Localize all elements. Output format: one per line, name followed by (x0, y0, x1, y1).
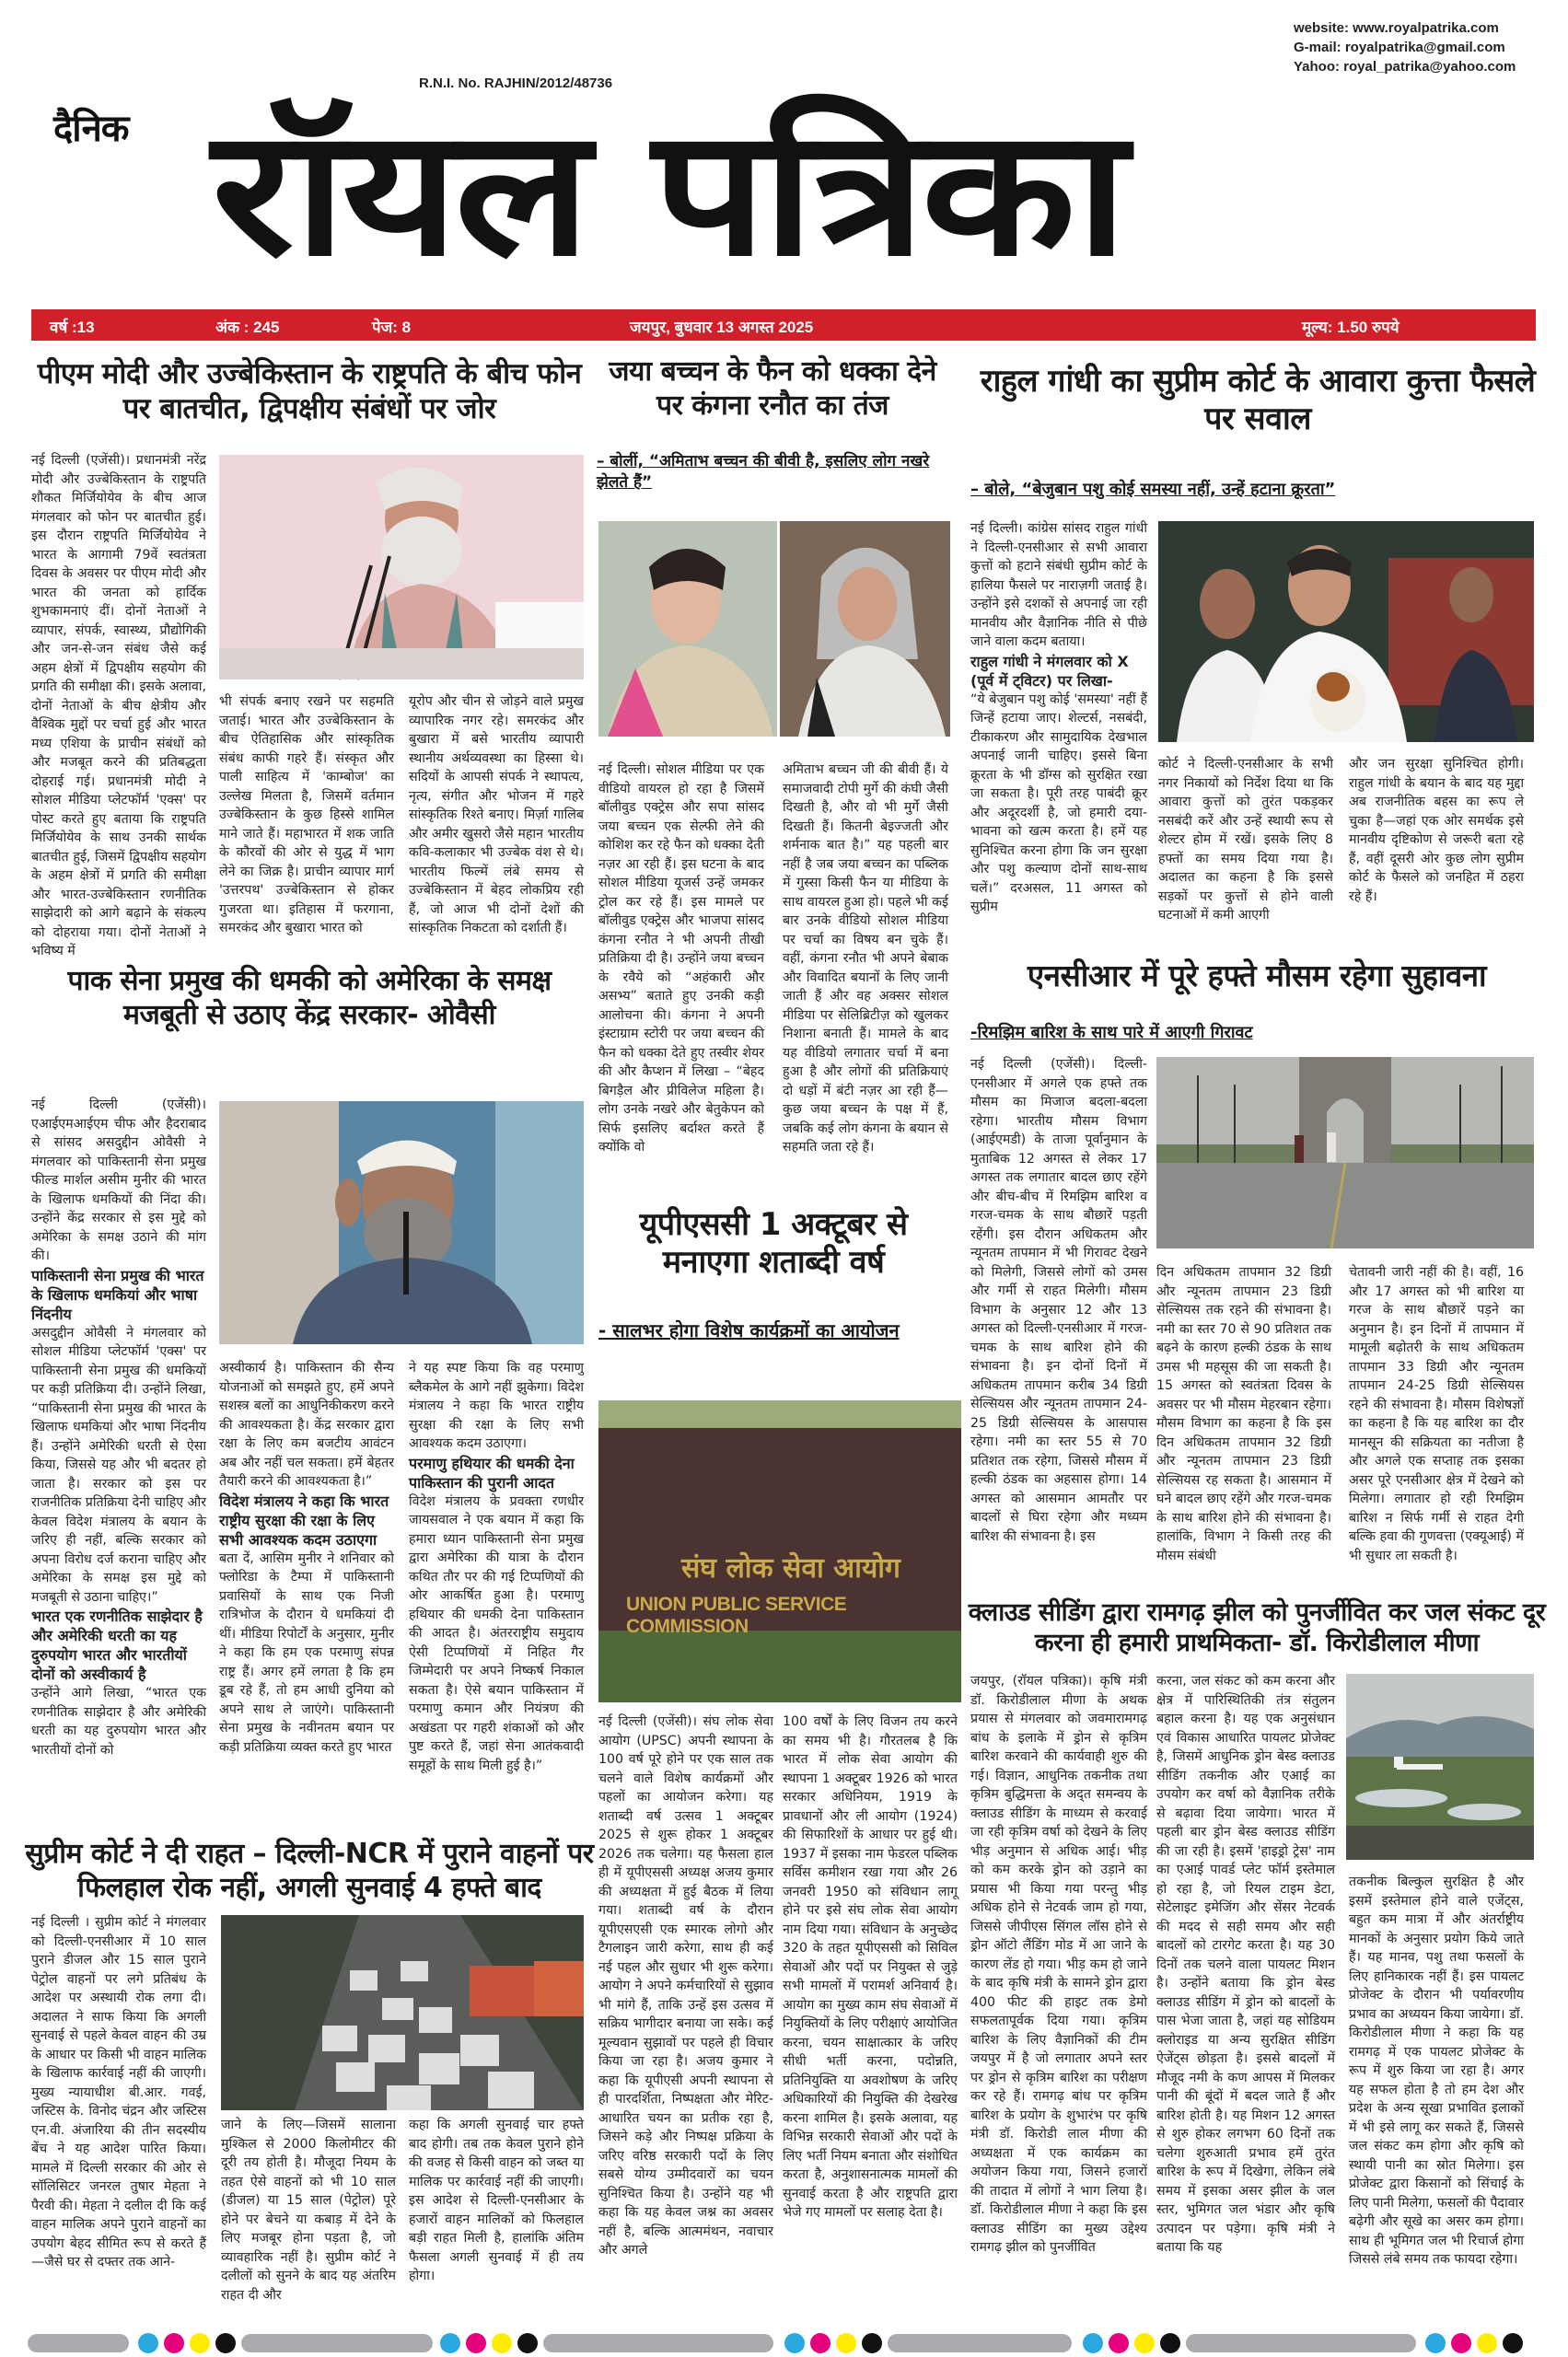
article-owaisi-para1: नई दिल्ली (एजेंसी)। एआईएमआईएम चीफ और हैदराबाद से सांसद असदुद्दीन ओवैसी ने मंगलवार को पाकिस्तानी सेना प्रमुख फील्ड मार्शल असीम मुनीर की भारत के खिलाफ धमकियों की निंदा की। उन्होंने केंद्र सरकार से इस मुद्दे को अमेरिका के समक्ष उठाने की मांग की। (31, 1097, 206, 1263)
registration-bar-gray (543, 2334, 773, 2352)
registration-dot-magenta (1451, 2333, 1471, 2353)
photo-jaya (780, 521, 950, 737)
photo-kangana-illustration (598, 521, 777, 737)
registration-bar-gray (888, 2334, 1072, 2352)
article-vehicles-col3: कहा कि अगली सुनवाई चार हफ्ते बाद होगी। तब तक केवल पुराने होने की वजह से किसी वाहन को जब्त या मालिक पर कार्रवाई नहीं की जाएगी। इस आदेश से दिल्ली-एनसीआर के हजारों वाहन मालिकों को फिलहाल बड़ी राहत मिली है, हालांकि अंतिम फैसला अगली सुनवाई में ही तय होगा। (409, 2118, 584, 2283)
headline-vehicles[interactable]: सुप्रीम कोर्ट ने दी राहत – दिल्ली-NCR में पुराने वाहनों पर फिलहाल रोक नहीं, अगली सुनवाई 4 हफ्ते बाद (25, 1838, 594, 1904)
article-owaisi-col2 (219, 1359, 394, 1829)
photo-modi (219, 455, 584, 679)
article-weather-col1: नई दिल्ली (एजेंसी)। दिल्ली-एनसीआर में अगले एक हफ्ते तक मौसम का मिजाज बदला-बदला रहेगा। भारतीय मौसम विभाग (आईएमडी) के ताजा पूर्वानुमान के मुताबिक 12 अगस्त से लेकर 17 अगस्त तक लगातार बादल छाए रहेंगे और बीच-बीच में रिमझिम बारिश व गरज-चमक के साथ बौछारें पड़ती रहेंगी। इस दौरान अधिकतम और न्यूनतम तापमान में भी गिरावट देखने को मिलेगी, जिससे लोगों को उमस और गर्मी से राहत मिलेगी। मौसम विभाग के अनुसार 12 और 13 अगस्त को दिल्ली-एनसीआर में गरज-चमक के साथ बारिश होने की संभावना है। इन दोनों दिनों में अधिकतम तापमान करीब 34 डिग्री सेल्सियस और न्यूनतम तापमान 24-25 डिग्री सेल्सियस के आसपास रहेगा। नमी का स्तर 55 से 70 प्रतिशत तक रहेगा, जिससे मौसम में हल्की ठंडक का अहसास होगा। 14 अगस्त को आसमान आमतौर पर बादलों से घिरा रहेगा और मध्यम बारिश की संभावना है। इस (970, 1057, 1147, 1544)
article-owaisi-para3: उन्होंने आगे लिखा, “भारत एक रणनीतिक साझेदार है और अमेरिकी धरती का यह दुरुपयोग भारत और भारतीयों दोनों को (31, 1686, 206, 1758)
article-owaisi-para5: बता दें, आसिम मुनीर ने शनिवार को फ्लोरिडा के टैम्पा में पाकिस्तानी प्रवासियों के साथ एक निजी रात्रिभोज के दौरान ये धमकियां दी थीं। मीडिया रिपोर्टों के अनुसार, मुनीर ने कहा कि हम एक परमाणु संपन्न राष्ट्र हैं। अगर हमें लगता है कि हम डूब रहे हैं, तो हम आधी दुनिया को अपने साथ ले जाएंगे। पाकिस्तानी सेना प्रमुख के नवीनतम बयान पर कड़ी प्रतिक्रिया व्यक्त करते हुए भारत (219, 1550, 394, 1755)
article-cloud-col2: करना, जल संकट को कम करना और क्षेत्र में पारिस्थितिकी तंत्र संतुलन बहाल करना है। यह एक अनुसंधान एवं विकास आधारित पायलट प्रोजेक्ट है, जिसमें आधुनिक ड्रोन बेस्ड क्लाउड सीडिंग तकनीक और एआई का उपयोग कर वर्षा को वैज्ञानिक तरीके से बढ़ावा दिया जायेगा। भारत में पहली बार ड्रोन बेस्ड क्लाउड सीडिंग की जा रही है। इसमें 'हाइड्रो ट्रेस' नाम का एआई पावर्ड प्लेट फॉर्म इस्तेमाल हो रहा है, जो रियल टाइम डेटा, सेटेलाइट इमेजिंग और सेंसर नेटवर्क की मदद से सही समय और सही बादलों को टारगेट करता है। यह 30 दिनों तक चलने वाला पायलट मिशन है। उन्होंने बताया कि ड्रोन बेस्ड क्लाउड सीडिंग में ड्रोन को बादलों के पास भेजा जाता है, जहां यह सोडियम क्लोराइड या अन्य सुरक्षित सीडिंग ऐजेंट्स छोड़ता है। इससे बादलों में मौजूद नमी के कण आपस में मिलकर पानी की बूंदों में बदल जाते हैं और बारिश होती है। यह मिशन 12 अगस्त से शुरु होकर लगभग 60 दिनों तक चलेगा शुरुआती प्रभाव हमें तुरंत बारिश के रूप में दिखेगा, लेकिन लंबे समय में इसका असर झील के जल स्तर, भुमिगत जल भंडार और कृषि उत्पादन पर पड़ेगा। कृषि मंत्री ने बताया कि यह (1156, 1674, 1335, 2255)
registration-bar-gray (28, 2334, 129, 2352)
upsc-sign-english: UNION PUBLIC SERVICE COMMISSION (626, 1594, 847, 1637)
article-owaisi-subhead1: पाकिस्तानी सेना प्रमुख की भारत के खिलाफ धमकियां और भाषा निंदनीय (31, 1266, 204, 1323)
photo-kangana (598, 521, 777, 737)
photo-rahul-illustration (1158, 521, 1534, 742)
article-modi-col1: नई दिल्ली (एजेंसी)। प्रधानमंत्री नरेंद्र मोदी और उज्बेकिस्तान के राष्ट्रपति शौकत मिर्जियोयेव के बीच आज मंगलवार को फोन पर बातचीत हुई। इस दौरान राष्ट्रपति मिर्जियोयेव ने भारत के आगामी 79वें स्वतंत्रता दिवस के अवसर पर पीएम मोदी और भारत की जनता को हार्दिक शुभकामनाएं दीं। दोनों नेताओं ने व्यापार, संपर्क, स्वास्थ्य, प्रौद्योगिकी और जन-से-जन संबंध जैसे कई अहम क्षेत्रों में द्विपक्षीय सहयोग की प्रगति की समीक्षा की। इसके अलावा, दोनों नेताओं के बीच क्षेत्रीय और वैश्विक मुद्दों पर चर्चा हुई और भारत मध्य एशिया के प्राचीन संबंधों को और मजबूत करने की प्रतिबद्धता दोहराई गई। प्रधानमंत्री मोदी ने सोशल मीडिया प्लेटफॉर्म 'एक्स' पर पोस्ट करते हुए बताया कि राष्ट्रपति मिर्जियोयेव के साथ उनकी सार्थक बातचीत हुई, जिसमें द्विपक्षीय सहयोग के अहम क्षेत्रों में प्रगति की समीक्षा और भारत-उज्बेकिस्तान रणनीतिक साझेदारी को आगे बढ़ाने के संकल्प को दोहराया गया। दोनों नेताओं ने भविष्य में (31, 453, 206, 958)
registration-dot-black (1503, 2333, 1523, 2353)
article-rahul-col1 (970, 519, 1147, 926)
registration-dot-cyan (138, 2333, 158, 2353)
subhead-weather: -रिमझिम बारिश के साथ पारे में आएगी गिरावट (970, 1023, 1253, 1042)
headline-weather[interactable]: एनसीआर में पूरे हफ्ते मौसम रहेगा सुहावना (1027, 958, 1487, 993)
article-vehicles-col2: जाने के लिए—जिसमें सालाना मुश्किल से 2000 किलोमीटर की दूरी तय होती है। मौजूदा नियम के तहत ऐसे वाहनों को भी 10 साल (डीजल) या 15 साल (पेट्रोल) पूरे होने पर बेचने या कबाड़ में देने के लिए मजबूर होना पड़ता है, जो व्यावहारिक नहीं है। सुप्रीम कोर्ट ने दलीलों को सुनने के बाद यह अंतरिम राहत दी और (221, 2118, 396, 2303)
article-jaya-col2: अमिताभ बच्चन जी की बीवी हैं। ये समाजवादी टोपी मुर्गे की कंघी जैसी दिखती है, और वो भी मुर्गे जैसी दिखती हैं। कितनी बेइज्जती और शर्मनाक बात है।” यह पहली बार नहीं है जब जया बच्चन का पब्लिक में गुस्सा किसी फैन या मीडिया के साथ वायरल हुआ हो। पहले भी कई बार उनके वीडियो सोशल मीडिया पर चर्चा का विषय बन चुके हैं। वहीं, कंगना रनौत भी अपने बेबाक और विवादित बयानों के लिए जानी जाती हैं और वह अक्सर सोशल मीडिया पर सेलिब्रिटीज़ को खुलकर निशाना बनाती हैं। मामले के बाद यह वीडियो लगातार चर्चा में बना हुआ है और लोगों की प्रतिक्रियाएं दो धड़ों में बंटी नज़र आ रही हैं—कुछ जया बच्चन के पक्ष में हैं, जबकि कई लोग कंगना के बयान से सहमति जता रहे हैं। (783, 762, 948, 1155)
article-jaya-col1: नई दिल्ली। सोशल मीडिया पर एक वीडियो वायरल हो रहा है जिसमें बॉलीवुड एक्ट्रेस और सपा सांसद जया बच्चन एक सेल्फी लेने की कोशिश कर रहे फैन को धक्का देती नज़र आ रही हैं। इस घटना के बाद सोशल मीडिया यूजर्स उन्हें जमकर ट्रोल कर रहे हैं। इस मामले पर बॉलीवुड एक्ट्रेस और भाजपा सांसद कंगना रनौत ने भी अपनी तीखी प्रतिक्रिया दी है। उन्होंने जया बच्चन के रवैये को “अहंकारी और असभ्य” बताते हुए उनकी कड़ी आलोचना की। कंगना ने अपनी इंस्टाग्राम स्टोरी पर जया बच्चन की फैन को धक्का देते हुए तस्वीर शेयर की और कैप्शन में लिखा – “बेहद बिगड़ैल और प्रीविलेज महिला है। लोग उनके नखरे और बेतुकेपन को सिर्फ इसलिए बर्दाश्त करते हैं क्योंकि वो (598, 762, 764, 1155)
issue-number: अंक : 245 (215, 319, 280, 336)
registration-bar-gray (1186, 2334, 1416, 2352)
article-upsc-col1: नई दिल्ली (एजेंसी)। संघ लोक सेवा आयोग (UPSC) अपनी स्थापना के 100 वर्ष पूरे होने पर एक साल तक चलने वाले विशेष कार्यक्रमों और पहलों का आयोजन करेगा। यह शताब्दी वर्ष उत्सव 1 अक्टूबर 2025 से शुरू होकर 1 अक्टूबर 2026 तक चलेगा। यह फैसला हाल ही में यूपीएससी अध्यक्ष अजय कुमार की अध्यक्षता में हुई बैठक में लिया गया। शताब्दी वर्ष के दौरान यूपीएसएसी एक स्मारक लोगो और टैगलाइन जारी करेगा, साथ ही कई नई पहल और सुधार भी शुरू करेगा। आयोग ने अपने कर्मचारियों से सुझाव भी मांगे हैं, ताकि उन्हें इस उत्सव में सक्रिय भागीदार बनाया जा सके। कई मूल्यवान सुझावों पर पहले ही विचार किया जा रहा है। अजय कुमार ने कहा कि यूपीएसी अपनी स्थापना से ही पारदर्शिता, निष्पक्षता और मेरिट-आधारित चयन का प्रतीक रहा है, जिसने कड़े और निष्पक्ष प्रक्रिया के जरिए वरिष्ठ सरकारी पदों के लिए सबसे योग्य उम्मीदवारों का चयन सुनिश्चित किया है। उन्होंने यह भी कहा कि यह केवल जश्न का अवसर नहीं है, बल्कि आत्ममंथन, नवाचार और अगले (598, 1714, 773, 2258)
registration-dot-magenta (164, 2333, 184, 2353)
article-upsc-col2: 100 वर्षों के लिए विजन तय करने का समय भी है। गौरतलब है कि भारत में लोक सेवा आयोग की स्थापना 1 अक्टूबर 1926 को भारत सरकार अधिनियम, 1919 के प्रावधानों और ली आयोग (1924) की सिफारिशों के आधार पर हुई थी। 1937 में इसका नाम फेडरल पब्लिक सर्विस कमीशन रखा गया और 26 जनवरी 1950 को संविधान लागू होने पर इसे संघ लोक सेवा आयोग नाम दिया गया। संविधान के अनुच्छेद 320 के तहत यूपीएससी को सिविल सेवाओं और पदों पर नियुक्त से जुड़े सभी मामलों में परामर्श अनिवार्य है। आयोग का मुख्य काम संघ सेवाओं में नियुक्तियों के लिए परीक्षाएं आयोजित करना, चयन साक्षात्कार के जरिए सीधी भर्ती करना, पदोन्नति, प्रतिनियुक्ति या अवशोषण के जरिए अधिकारियों की नियुक्ति की देखरेख करना शामिल है। इसके अलावा, यह विभिन्न सरकारी सेवाओं और पदों के लिए भर्ती नियम बनाता और संशोधित करता है, अनुशासनात्मक मामलों की सुनवाई करता है और राष्ट्रपति द्वारा भेजे गए मामलों पर सलाह देता है। (783, 1714, 958, 2220)
headline-rahul[interactable]: राहुल गांधी का सुप्रीम कोर्ट के आवारा कुत्ता फैसले पर सवाल (980, 363, 1536, 438)
headline-cloud-seeding[interactable]: क्लाउड सीडिंग द्वारा रामगढ़ झील को पुनर्जीवित कर जल संकट दूर करना ही हमारी प्राथमिकता- डॉ. किरोडीलाल मीणा (968, 1598, 1546, 1657)
registration-dot-magenta (1109, 2333, 1129, 2353)
registration-dot-cyan (784, 2333, 805, 2353)
article-cloud-col3: तकनीक बिल्कुल सुरक्षित है और इसमें इस्तेमाल होने वाले एजेंट्स, बहुत कम मात्रा में और अंतर्राष्ट्रीय मानकों के अनुसार प्रयोग किये जाते हैं। यह मानव, पशु तथा फसलों के लिए हानिकारक नहीं हैं। इस पायलट प्रोजेक्ट के दौरान भी पर्यावरणीय प्रभाव का अध्ययन किया जायेगा। डॉ. किरोडीलाल मीणा ने कहा कि यह रामगढ़ में एक पायलट प्रोजेक्ट के रूप में शुरु किया जा रहा है। अगर यह सफल होता है तो हम देश और प्रदेश के अन्य सूखा प्रभावित इलाकों में भी इसे लागू कर सकते हैं, जिससे जल संकट कम होगा और कृषि को स्थायी पानी का स्रोत मिलेगा। इस प्रोजेक्ट द्वारा किसानों को सिंचाई के लिए पानी मिलेगा, फसलों की पैदावार बढ़ेगी और सूखे का असर कम होगा। साथ ही भूमिगत जल भी रिचार्ज होगा जिससे लंबे समय तक फायदा रहेगा। (1349, 1875, 1524, 2267)
volume-year: वर्ष :13 (50, 319, 95, 336)
photo-drone-illustration (1346, 1674, 1534, 1860)
contact-block (1294, 18, 1524, 76)
photo-owaisi (219, 1101, 584, 1344)
registration-dot-black (862, 2333, 882, 2353)
headline-owaisi[interactable]: पाक सेना प्रमुख की धमकी को अमेरिका के समक्ष मजबूती से उठाए केंद्र सरकार- ओवैसी (67, 965, 552, 1031)
photo-upsc (598, 1400, 961, 1702)
article-modi-col2: भी संपर्क बनाए रखने पर सहमति जताई। भारत और उज्बेकिस्तान के बीच ऐतिहासिक और सांस्कृतिक संबंध काफी गहरे हैं। संस्कृत और पाली साहित्य में 'काम्बोज' का उल्लेख मिलता है, जिसमें वर्तमान उज्बेकिस्तान के कुछ हिस्से शामिल माने जाते हैं। महाभारत में शक जाति के कौरवों की ओर से युद्ध में भाग लेने का जिक्र है। प्राचीन व्यापार मार्ग 'उत्तरपथ' उज्बेकिस्तान से होकर गुजरता था। इतिहास में फरगाना, समरकंद और बुखारा भारत को (219, 694, 394, 935)
article-modi-col3: यूरोप और चीन से जोड़ने वाले प्रमुख व्यापारिक नगर रहे। समरकंद और बुखारा में बसे भारतीय व्यापारी स्थानीय अर्थव्यवस्था का हिस्सा थे। सदियों के आपसी संपर्क ने स्थापत्य, नृत्य, संगीत और भोजन में गहरे सांस्कृतिक रिश्ते बनाए। मिर्ज़ा गालिब और अमीर खुसरो जैसे महान भारतीय कवि-कलाकार भी उज्बेक वंश से थे। भारतीय फिल्में लंबे समय से उज्बेकिस्तान में बेहद लोकप्रिय रही हैं, जो आज भी दोनों देशों की सांस्कृतिक निकटता को दर्शाती हैं। (409, 694, 584, 935)
subhead-upsc: - सालभर होगा विशेष कार्यक्रमों का आयोजन (598, 1319, 900, 1341)
registration-dot-cyan (1083, 2333, 1103, 2353)
subhead-rahul: – बोले, “बेजुबान पशु कोई समस्या नहीं, उन्हें हटाना क्रूरता” (970, 480, 1336, 499)
article-vehicles-col1: नई दिल्ली । सुप्रीम कोर्ट ने मंगलवार को दिल्ली-एनसीआर में 10 साल पुराने डीजल और 15 साल पुराने पेट्रोल वाहनों पर लगे प्रतिबंध के आदेश पर अस्थायी रोक लगा दी। अदालत ने साफ किया कि अगली सुनवाई से पहले केवल वाहन की उम्र के आधार पर किसी भी वाहन मालिक के खिलाफ कार्रवाई नहीं की जाएगी। मुख्य न्यायाधीश बी.आर. गवई, जस्टिस के. विनोद चंद्रन और जस्टिस एन.वी. अंजारिया की तीन सदस्यीय बेंच ने यह आदेश पारित किया। मामले में दिल्ली सरकार की ओर से सॉलिसिटर जनरल तुषार मेहता ने पैरवी की। मेहता ने दलील दी कि कई वाहन मालिक अपने पुराने वाहनों का उपयोग बेहद सीमित रूप से करते हैं—जैसे घर से दफ्तर तक आने- (31, 1915, 206, 2270)
registration-dot-yellow (836, 2333, 856, 2353)
gmail-link[interactable]: G-mail: royalpatrika@gmail.com (1294, 40, 1505, 55)
newspaper-logo: रॉयल पत्रिका (212, 91, 1124, 295)
article-rahul-col3: और जन सुरक्षा सुनिश्चित होगी। राहुल गांधी के बयान के बाद यह मुद्दा अब राजनीतिक बहस का रूप ले चुका है—जहां एक ओर समर्थक इसे मानवीय दृष्टिकोण से जरूरी बता रहे हैं, वहीं दूसरी ओर कुछ लोग सुप्रीम कोर्ट के फैसले को जनहित में ठहरा रहे हैं। (1349, 757, 1524, 904)
photo-rahul (1158, 521, 1534, 742)
article-cloud-col1: जयपुर, (रॉयल पत्रिका)। कृषि मंत्री डॉ. किरोडीलाल मीणा के अथक प्रयास से मंगलवार को जवमारामगढ़ बांध के इलाके में ड्रोन से कृत्रिम बारिश करवाने की कार्यवाही शुरु की गई। विज्ञान, आधुनिक तकनीक तथा कृत्रिम बुद्धिमत्ता के अद्‌त समन्वय के क्लाउड सीडिंग के माध्यम से करवाई जा रही कृत्रिम वर्षा को देखने के लिए भीड़ अनुमान से अधिक आई। भीड़ को कम करके ड्रोन को उड़ाने का प्रयास भी किया गया परन्तु भीड़ अधिक होने से नेटवर्क जाम हो गया, जिससे जीपीएस सिंगल लॉस होने से ड्रोन ऑटो लैंडिंग मोड में आ जाने के कारण लेंड हो गया। भीड़ कम हो जाने के बाद कृषि मंत्री के सामने ड्रोन द्वारा 400 फीट की हाइट तक डेमो सफलतापूर्वक दिया गया। कृत्रिम बारिश के लिए वैज्ञानिकों की टीम जयपुर में है जो लगातार अपने स्तर पर ड्रोन से कृत्रिम बारिश का परीक्षण कर रहे हैं। रामगढ़ बांध पर कृत्रिम बारिश के प्रयोग के शुभारंभ पर कृषि मंत्री डॉ. किरोडी लाल मीणा की अध्यक्षता में एक कार्यक्रम का अयोजन किया गया, जिसने हजारों की तादात में लोगों ने भाग लिया है। डॉ. किरोडीलाल मीणा ने कहा कि इस क्लाउड सीडिंग का मुख्य उद्देश्य रामगढ़ झील को पुनर्जीवित (970, 1674, 1147, 2255)
article-owaisi-col3 (409, 1359, 584, 1829)
article-owaisi-subhead4: परमाणु हथियार की धमकी देना पाकिस्तान की पुरानी आदत (409, 1454, 575, 1492)
issue-info-bar (31, 309, 1536, 341)
registration-dot-black (215, 2333, 236, 2353)
registration-dot-cyan (1425, 2333, 1446, 2353)
registration-dot-black (1160, 2333, 1180, 2353)
price: मूल्य: 1.50 रुपये (1302, 319, 1400, 336)
registration-dot-magenta (810, 2333, 830, 2353)
headline-modi[interactable]: पीएम मोदी और उज्बेकिस्तान के राष्ट्रपति के बीच फोन पर बातचीत, द्विपक्षीय संबंधों पर जोर (37, 357, 582, 425)
article-rahul-para1: नई दिल्ली। कांग्रेस सांसद राहुल गांधी ने दिल्ली-एनसीआर से सभी आवारा कुत्तों को हटाने संबंधी सुप्रीम कोर्ट के हालिया फैसले पर नाराज़गी जताई है। उन्होंने इसे दशकों से अपनाई जा रही मानवीय और वैज्ञानिक नीति से पीछे जाने वाला कदम बताया। (970, 521, 1147, 649)
subhead-jaya: – बोलीं, “अमिताभ बच्चन की बीवी है, इसलिए लोग नखरे झेलते हैं” (597, 452, 930, 492)
page-count: पेज: 8 (372, 319, 412, 336)
website-link[interactable]: website: www.royalpatrika.com (1294, 20, 1499, 36)
masthead-prefix: दैनिक (53, 108, 129, 150)
article-owaisi-subhead3: विदेश मंत्रालय ने कहा कि भारत राष्ट्रीय सुरक्षा की रक्षा के लिए सभी आवश्यक कदम उठाएगा (219, 1492, 389, 1549)
registration-dot-yellow (492, 2333, 512, 2353)
article-weather-col3: चेतावनी जारी नहीं की है। वहीं, 16 और 17 अगस्त को भी बारिश या गरज के साथ बौछारें पड़ने का अनुमान है। इन दिनों में तापमान में मामूली बढ़ोतरी के साथ अधिकतम तापमान 33 डिग्री और न्यूनतम तापमान 24-25 डिग्री सेल्सियस रहने की संभावना है। मौसम विशेषज्ञों का कहना है कि यह बारिश का दौर मानसून की सक्रियता का नतीजा है और अगले एक सप्ताह तक इसका असर पूरे एनसीआर क्षेत्र में देखने को मिलेगा। लगातार हो रही रिमझिम बारिश न सिर्फ गर्मी से राहत देगी बल्कि हवा की गुणवत्ता (एक्यूआई) में भी सुधार ला सकती है। (1349, 1265, 1524, 1563)
rni-number: R.N.I. No. RAJHIN/2012/48736 (419, 75, 613, 91)
dateline: जयपुर, बुधवार 13 अगस्त 2025 (630, 319, 814, 336)
headline-jaya[interactable]: जया बच्चन के फैन को धक्का देने पर कंगना रनौत का तंज (609, 355, 936, 422)
article-owaisi-col1 (31, 1096, 206, 1829)
article-owaisi-para7: विदेश मंत्रालय के प्रवक्ता रणधीर जायसवाल ने एक बयान में कहा कि हमारा ध्यान पाकिस्तानी सेना प्रमुख द्वारा अमेरिका की यात्रा के दौरान कथित तौर पर की गई टिप्पणियों की ओर आकर्षित हुआ है। परमाणु हथियार की धमकी देना पाकिस्तान की आदत है। अंतरराष्ट्रीय समुदाय ऐसी टिप्पणियों में निहित गैर जिम्मेदारी पर अपने निष्कर्ष निकाल सकता है। ऐसे बयान पाकिस्तान में परमाणु कमान और नियंत्रण की अखंडता पर गहरी शंकाओं को और पुष्ट करते हैं, जहां सेना आतंकवादी समूहों के साथ मिली हुई है।” (409, 1493, 584, 1773)
upsc-sign-hindi: संघ लोक सेवा आयोग (681, 1552, 900, 1585)
registration-bar-gray (241, 2334, 433, 2352)
article-rahul-col2: कोर्ट ने दिल्ली-एनसीआर के सभी नगर निकायों को निर्देश दिया था कि आवारा कुत्तों को तुरंत पकड़कर नसबंदी करें और उन्हें स्थायी रूप से शेल्टर होम में रखें। इसके लिए 8 हफ्तों का समय दिया गया है। अदालत का कहना है कि इससे सड़कों पर कुत्तों से होने वाली घटनाओं में कमी आएगी (1158, 757, 1333, 923)
article-owaisi-para4: अस्वीकार्य है। पाकिस्तान की सैन्य योजनाओं को समझते हुए, हमें अपने सशस्त्र बलों का आधुनिकीकरण करने की आवश्यकता है। केंद्र सरकार द्वारा रक्षा के लिए कम बजटीय आवंटन अब और नहीं चल सकता। हमें बेहतर तैयारी करने की आवश्यकता है।” (219, 1361, 394, 1489)
photo-owaisi-illustration (219, 1101, 584, 1344)
registration-dot-yellow (190, 2333, 210, 2353)
registration-dot-magenta (466, 2333, 486, 2353)
registration-dot-cyan (440, 2333, 460, 2353)
photo-traffic (221, 1915, 584, 2110)
article-owaisi-para2: असदुद्दीन ओवैसी ने मंगलवार को सोशल मीडिया प्लेटफॉर्म 'एक्स' पर पाकिस्तानी सेना प्रमुख की धमकियों पर कड़ी प्रतिक्रिया दी। उन्होंने लिखा, “पाकिस्तानी सेना प्रमुख की भारत के खिलाफ धमकियां और भाषा निंदनीय हैं। उन्होंने अमेरिकी धरती से ऐसा किया, जिससे यह और भी बदतर हो जाता है। सरकार को इस पर राजनीतिक प्रतिक्रिया देनी चाहिए और केवल विदेश मंत्रालय के बयान के जरिए ही नहीं, बल्कि सरकार को अपना विरोध दर्ज कराना चाहिए और अमेरिका के समक्ष इस मुद्दे को मजबूती से उठाना चाहिए।” (31, 1325, 206, 1605)
article-owaisi-subhead2: भारत एक रणनीतिक साझेदार है और अमेरिकी धरती का यह दुरुपयोग भारत और भारतीयों दोनों को अस्वीकार्य है (31, 1608, 203, 1683)
photo-india-gate-illustration (1156, 1057, 1534, 1248)
yahoo-link[interactable]: Yahoo: royal_patrika@yahoo.com (1294, 59, 1516, 75)
registration-dot-yellow (1477, 2333, 1497, 2353)
photo-modi-illustration (219, 455, 584, 679)
registration-dot-yellow (1134, 2333, 1155, 2353)
article-owaisi-para6: ने यह स्पष्ट किया कि वह परमाणु ब्लैकमेल के आगे नहीं झुकेगा। विदेश मंत्रालय ने कहा कि भारत राष्ट्रीय सुरक्षा की रक्षा के लिए सभी आवश्यक कदम उठाएगा। (409, 1361, 584, 1451)
photo-traffic-illustration (221, 1915, 584, 2110)
photo-india-gate (1156, 1057, 1534, 1248)
registration-dot-black (517, 2333, 538, 2353)
article-rahul-subhead-inline: राहुल गांधी ने मंगलवार को X (पूर्व में ट्विटर) पर लिखा- (970, 652, 1129, 690)
photo-jaya-illustration (780, 521, 950, 737)
article-rahul-para2: “ये बेजुबान पशु कोई 'समस्या' नहीं हैं जिन्हें हटाया जाए। शेल्टर्स, नसबंदी, टीकाकरण और सामुदायिक देखभाल अपनाई जानी चाहिए। इससे बिना क्रूरता के भी डॉग्स को सुरक्षित रखा जा सकता है। पूरी तरह पाबंदी क्रूर और अदूरदर्शी है, जो हमारी दया-भावना को खत्म करता है। हमें यह सुनिश्चित करना होगा कि जन सुरक्षा और पशु कल्याण दोनों साथ-साथ चलें।” दरअसल, 11 अगस्त को सुप्रीम (970, 691, 1147, 914)
photo-drone (1346, 1674, 1534, 1860)
headline-upsc[interactable]: यूपीएससी 1 अक्टूबर से मनाएगा शताब्दी वर्ष (639, 1206, 908, 1282)
article-weather-col2: दिन अधिकतम तापमान 32 डिग्री और न्यूनतम तापमान 23 डिग्री सेल्सियस तक रहने की संभावना है। नमी का स्तर 70 से 90 प्रतिशत तक बढ़ने के कारण हल्की ठंडक के साथ उमस भी महसूस की जा सकती है। 15 अगस्त को स्वतंत्रता दिवस के अवसर पर भी मौसम मेहरबान रहेगा। मौसम विभाग का कहना है कि इस दिन अधिकतम तापमान 32 डिग्री और न्यूनतम तापमान 23 डिग्री सेल्सियस रह सकता है। आसमान में घने बादल छाए रहेंगे और गरज-चमक के साथ बारिश होने की संभावना है। हालांकि, विभाग ने किसी तरह की मौसम संबंधी (1156, 1265, 1331, 1563)
